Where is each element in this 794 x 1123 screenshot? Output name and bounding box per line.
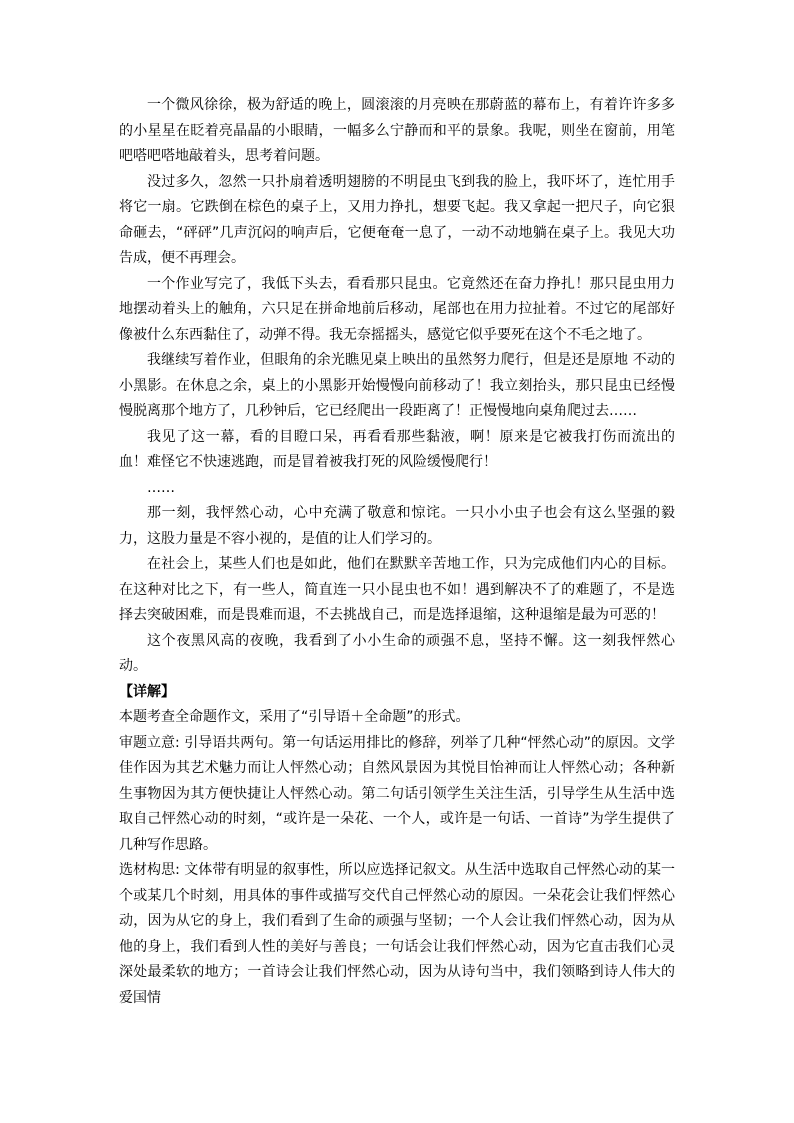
essay-paragraph-9: 这个夜黑风高的夜晚，我看到了小小生命的顽强不息，坚持不懈。这一刻我怦然心动。 — [119, 632, 675, 674]
analysis-intro: 本题考查全命题作文，采用了“引导语＋全命题”的形式。 — [119, 709, 470, 725]
essay-ellipsis: …… — [147, 479, 175, 496]
essay-paragraph-5: 我见了这一幕，看的目瞪口呆，再看看那些黏液，啊！原来是它被我打伤而流出的血！难怪它不快速逃跑，而是冒着被我打死的风险缓慢爬行！ — [119, 428, 675, 470]
essay-paragraph-8: 在社会上，某些人们也是如此，他们在默默辛苦地工作，只为完成他们内心的目标。在这种对比之下，有一些人，简直连一只小昆虫也不如！遇到解决不了的难题了，不是选择去突破困难，而是畏难而退，不去挑战自己，而是选择退缩，这种退缩是最为可恶的！ — [119, 556, 675, 623]
essay-paragraph-7: 那一刻，我怦然心动，心中充满了敬意和惊诧。一只小小虫子也会有这么坚强的毅力，这股力量是不容小视的，是值的让人们学习的。 — [119, 505, 675, 547]
document-body — [119, 93, 675, 1011]
essay-paragraph-4: 我继续写着作业，但眼角的余光瞧见桌上映出的虽然努力爬行，但是还是原地 不动的小黑影。在休息之余，桌上的小黑影开始慢慢向前移动了！我立刻抬头，那只昆虫已经慢慢脱离那个地方了，几秒钟后，它已经爬出一段距离了！正慢慢地向桌角爬过去…… — [119, 352, 675, 419]
analysis-heading: 【详解】 — [119, 683, 175, 700]
essay-paragraph-2: 没过多久，忽然一只扑扇着透明翅膀的不明昆虫飞到我的脸上，我吓坏了，连忙用手将它一扇。它跌倒在棕色的桌子上，又用力挣扎，想要飞起。我又拿起一把尺子，向它狠命砸去，“砰砰”几声沉闷的响声后，它便奄奄一息了，一动不动地躺在桌子上。我见大功告成，便不再理会。 — [119, 173, 675, 266]
analysis-xuancai: 选材构思: 文体带有明显的叙事性，所以应选择记叙文。从生活中选取自己怦然心动的某一个或某几个时刻，用具体的事件或描写交代自己怦然心动的原因。一朵花会让我们怦然心动，因为从它的身上，我们看到了生命的顽强与坚韧；一个人会让我们怦然心动，因为从他的身上，我们看到人性的美好与善良；一句话会让我们怦然心动，因为它直击我们心灵深处最柔软的地方；一首诗会让我们怦然心动，因为从诗句当中，我们领略到诗人伟大的爱国情 — [119, 862, 675, 1006]
analysis-shenti: 审题立意: 引导语共两句。第一句话运用排比的修辞，列举了几种“怦然心动”的原因。文学佳作因为其艺术魅力而让人怦然心动；自然风景因为其悦目怡神而让人怦然心动；各种新生事物因为其方便快捷让人怦然心动。第二句话引领学生关注生活，引导学生从生活中选取自己怦然心动的时刻，“或许是一朵花、一个人，或许是一句话、一首诗”为学生提供了几种写作思路。 — [119, 734, 675, 853]
essay-paragraph-1: 一个微风徐徐，极为舒适的晚上，圆滚滚的月亮映在那蔚蓝的幕布上，有着许许多多的小星星在眨着亮晶晶的小眼睛，一幅多么宁静而和平的景象。我呢，则坐在窗前，用笔吧嗒吧嗒地敲着头，思考着问题。 — [119, 97, 675, 164]
essay-paragraph-3: 一个作业写完了，我低下头去，看看那只昆虫。它竟然还在奋力挣扎！那只昆虫用力地摆动着头上的触角，六只足在拼命地前后移动，尾部也在用力拉扯着。不过它的尾部好像被什么东西黏住了，动弹不得。我无奈摇摇头，感觉它似乎要死在这个不毛之地了。 — [119, 275, 675, 343]
